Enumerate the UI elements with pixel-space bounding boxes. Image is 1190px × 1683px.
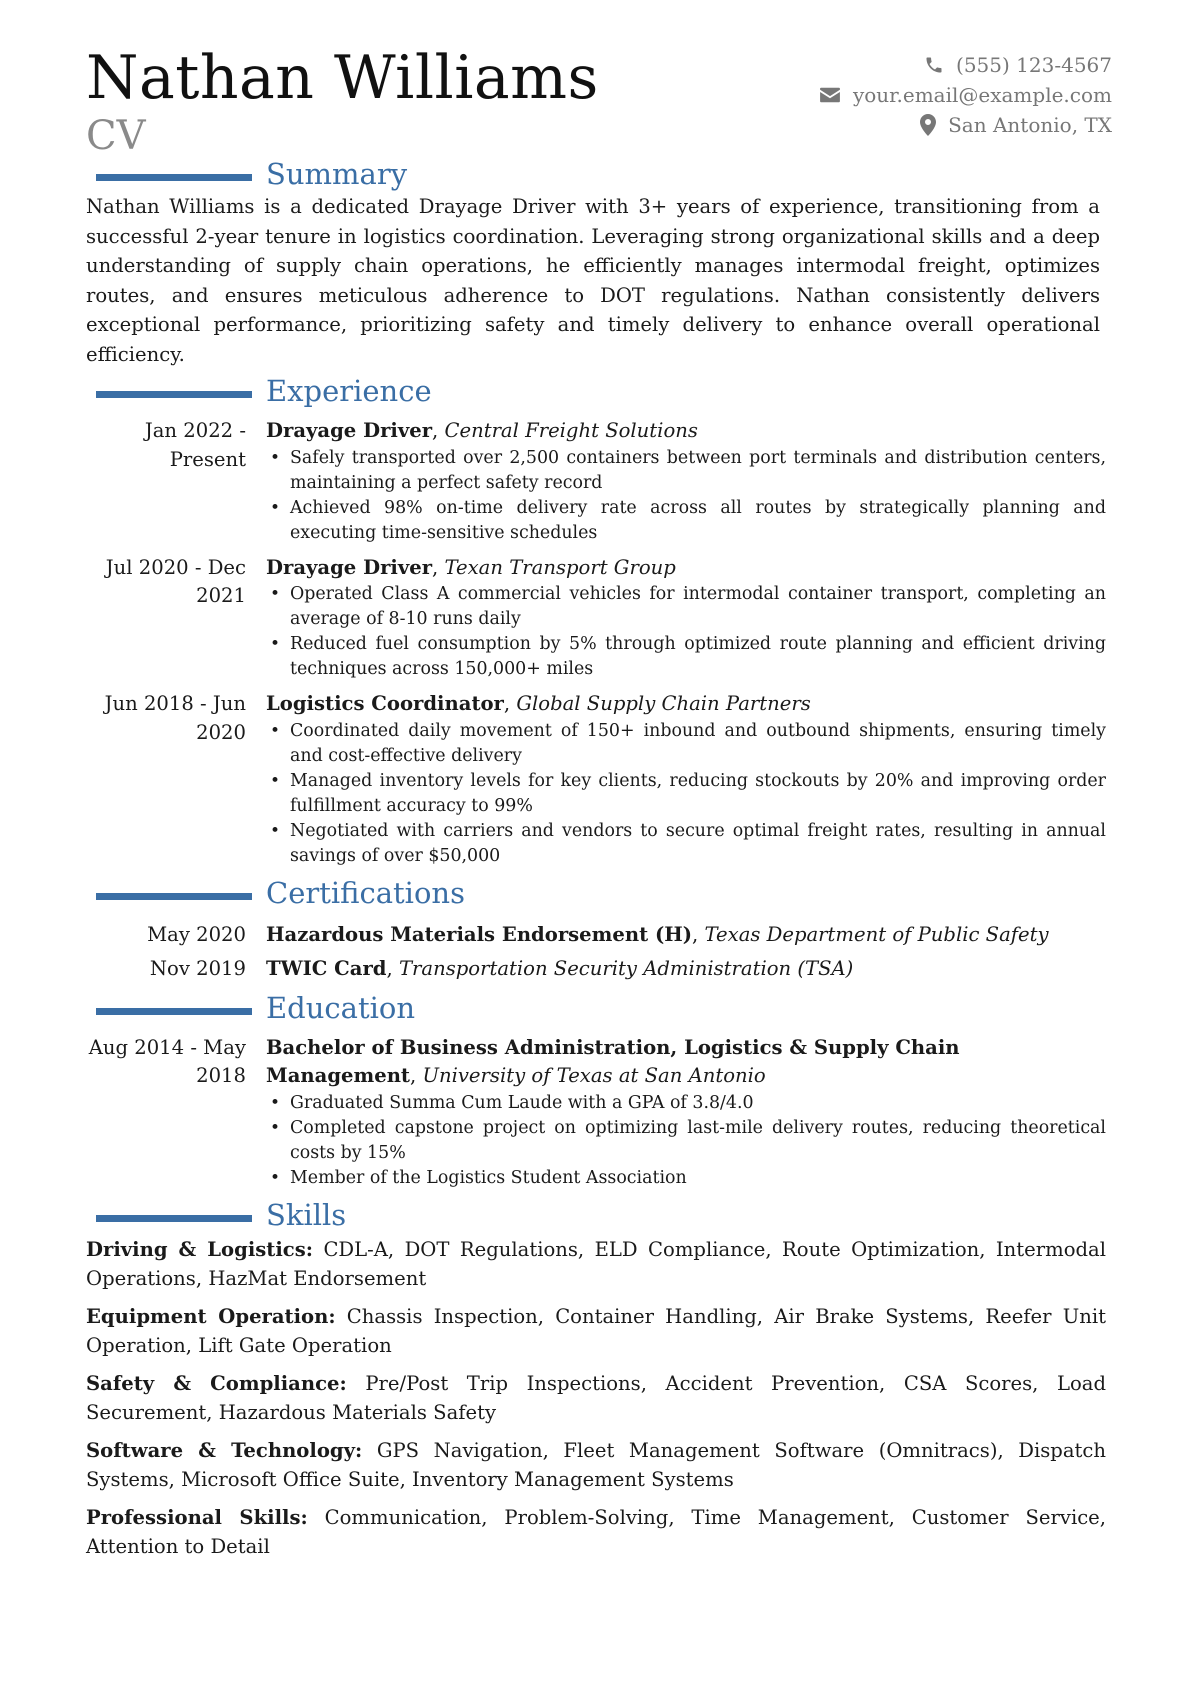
list-item: • Member of the Logistics Student Association bbox=[290, 1166, 1106, 1191]
list-item: • Negotiated with carriers and vendors to secure optimal freight rates, resulting in annual savings of over $50,000 bbox=[290, 819, 1106, 869]
job-title: Logistics Coordinator bbox=[266, 692, 504, 715]
skill-group-items: Communication, Problem-Solving, Time Management, Customer Service, Attention to Detail bbox=[86, 1505, 1107, 1558]
entry-body: Hazardous Materials Endorsement (H), Texas Department of Public Safety bbox=[266, 922, 1049, 946]
document-subtitle: CV bbox=[86, 113, 146, 159]
person-name: Nathan Williams bbox=[86, 43, 599, 113]
entry-body: Drayage Driver, Texan Transport Group • Operated Class A commercial vehicles for intermodal container transport, completing an average of 8-10 runs daily • Reduced fuel consumption by 5% through optimized route planning and efficient driving techniques across 150,000+ miles bbox=[266, 554, 1106, 683]
institution: University of Texas at San Antonio bbox=[422, 1064, 766, 1087]
section-accent-bar bbox=[96, 1215, 252, 1222]
education-entry bbox=[86, 1034, 1106, 1191]
section-accent-bar bbox=[96, 893, 252, 900]
education-list bbox=[86, 1034, 1106, 1191]
contact-phone-row bbox=[819, 50, 1112, 80]
skill-group-label: Professional Skills: bbox=[86, 1505, 308, 1529]
contact-email[interactable]: your.email@example.com bbox=[852, 83, 1112, 107]
entry-date: May 2020 bbox=[147, 922, 246, 946]
contact-phone[interactable]: (555) 123-4567 bbox=[956, 53, 1112, 77]
section-accent-bar bbox=[96, 1008, 252, 1015]
map-pin-icon bbox=[920, 114, 936, 136]
section-heading-education bbox=[86, 990, 1106, 1028]
entry-date: Nov 2019 bbox=[149, 957, 246, 980]
certification-entry bbox=[86, 955, 1106, 984]
skill-group-items: GPS Navigation, Fleet Management Software (Omnitracs), Dispatch Systems, Microsoft Office Suite, Inventory Management Systems bbox=[86, 1438, 1106, 1491]
certification-entry bbox=[86, 921, 1106, 950]
section-title: Education bbox=[266, 990, 416, 1025]
section-heading-skills bbox=[86, 1197, 1106, 1235]
bullet-list bbox=[266, 582, 1106, 682]
experience-list bbox=[86, 417, 1106, 869]
bullet-list bbox=[266, 1091, 1106, 1191]
skill-group-label: Safety & Compliance: bbox=[86, 1371, 347, 1395]
list-item: • Managed inventory levels for key clients, reducing stockouts by 20% and improving order fulfillment accuracy to 99% bbox=[290, 769, 1106, 819]
list-item: • Reduced fuel consumption by 5% through optimized route planning and efficient driving techniques across 150,000+ miles bbox=[290, 632, 1106, 682]
skill-group bbox=[86, 1436, 1106, 1495]
issuer: Texas Department of Public Safety bbox=[704, 922, 1049, 946]
experience-entry bbox=[86, 690, 1106, 869]
list-item: • Graduated Summa Cum Laude with a GPA of 3.8/4.0 bbox=[290, 1091, 1106, 1116]
issuer: Transportation Security Administration (TSA) bbox=[398, 957, 854, 980]
skill-group-label: Driving & Logistics: bbox=[86, 1237, 313, 1261]
envelope-icon bbox=[819, 86, 841, 104]
skill-group-label: Equipment Operation: bbox=[86, 1304, 336, 1328]
cv-header bbox=[86, 43, 1112, 159]
degree-title: Bachelor of Business Administration, Logistics & Supply Chain Management bbox=[266, 1035, 960, 1087]
section-heading-summary bbox=[86, 156, 1106, 194]
section-accent-bar bbox=[96, 174, 252, 181]
list-item: • Safely transported over 2,500 containers between port terminals and distribution centers, maintaining a perfect safety record bbox=[290, 446, 1106, 496]
phone-icon bbox=[924, 55, 944, 75]
entry-body: TWIC Card, Transportation Security Administration (TSA) bbox=[266, 957, 854, 980]
skill-group bbox=[86, 1369, 1106, 1428]
cv-page bbox=[86, 43, 1112, 1570]
section-title: Experience bbox=[266, 374, 432, 408]
skill-group bbox=[86, 1302, 1106, 1361]
entry-body: Drayage Driver, Central Freight Solutions • Safely transported over 2,500 containers between port terminals and distribution centers, maintaining a perfect safety record • Achieved 98% on-time delivery rate across all routes by strategically planning and executing time-sensitive schedules bbox=[266, 417, 1106, 546]
employer: Global Supply Chain Partners bbox=[516, 692, 811, 715]
skill-group-items: Chassis Inspection, Container Handling, Air Brake Systems, Reefer Unit Operation, Lift Gate Operation bbox=[86, 1304, 1106, 1357]
entry-date: Jun 2018 - Jun 2020 bbox=[104, 692, 246, 744]
skill-group-items: Pre/Post Trip Inspections, Accident Prevention, CSA Scores, Load Securement, Hazardous Materials Safety bbox=[86, 1371, 1106, 1424]
job-title: Drayage Driver bbox=[266, 555, 433, 579]
list-item: • Achieved 98% on-time delivery rate across all routes by strategically planning and executing time-sensitive schedules bbox=[290, 496, 1106, 546]
entry-body: Bachelor of Business Administration, Logistics & Supply Chain Management, University of Texas at San Antonio • Graduated Summa Cum Laude with a GPA of 3.8/4.0 • Completed capstone project on optimizing last-mile delivery routes, reducing theoretical costs by 15% • Member of the Logistics Student Association bbox=[266, 1034, 1106, 1191]
certifications-list bbox=[86, 921, 1106, 984]
list-item: • Completed capstone project on optimizing last-mile delivery routes, reducing theoretical costs by 15% bbox=[290, 1116, 1106, 1166]
skill-group-items: CDL-A, DOT Regulations, ELD Compliance, Route Optimization, Intermodal Operations, HazMat Endorsement bbox=[86, 1237, 1106, 1290]
employer: Central Freight Solutions bbox=[444, 419, 698, 442]
entry-date: Aug 2014 - May 2018 bbox=[88, 1035, 246, 1087]
list-item: • Coordinated daily movement of 150+ inbound and outbound shipments, ensuring timely and cost-effective delivery bbox=[290, 719, 1106, 769]
section-heading-experience bbox=[86, 373, 1106, 411]
contact-block bbox=[819, 50, 1112, 140]
skill-group bbox=[86, 1503, 1106, 1562]
skills-list bbox=[86, 1235, 1106, 1562]
job-title: Drayage Driver bbox=[266, 419, 433, 442]
section-title: Certifications bbox=[266, 875, 465, 910]
certification-title: TWIC Card bbox=[266, 957, 387, 980]
contact-location-row bbox=[819, 110, 1112, 140]
section-title: Skills bbox=[266, 1197, 347, 1232]
experience-entry bbox=[86, 554, 1106, 683]
bullet-list bbox=[266, 446, 1106, 546]
contact-email-row bbox=[819, 80, 1112, 110]
bullet-list bbox=[266, 719, 1106, 869]
entry-body: Logistics Coordinator, Global Supply Chain Partners • Coordinated daily movement of 150+ inbound and outbound shipments, ensuring timely and cost-effective delivery • Managed inventory levels for key clients, reducing stockouts by 20% and improving order fulfillment accuracy to 99% • Negotiated with carriers and vendors to secure optimal freight rates, resulting in annual savings of over $50,000 bbox=[266, 690, 1106, 869]
section-heading-certifications bbox=[86, 875, 1106, 913]
summary-text: Nathan Williams is a dedicated Drayage Driver with 3+ years of experience, transitioning from a successful 2-year tenure in logistics coordination. Leveraging strong organizational skills and a deep understanding of supply chain operations, he efficiently manages intermodal freight, optimizes routes, and ensures meticulous adherence to DOT regulations. Nathan consistently delivers exceptional performance, prioritizing safety and timely delivery to enhance overall operational efficiency. bbox=[86, 195, 1100, 366]
experience-entry bbox=[86, 417, 1106, 546]
section-accent-bar bbox=[96, 391, 252, 398]
section-title: Summary bbox=[266, 157, 408, 191]
list-item: • Operated Class A commercial vehicles for intermodal container transport, completing an average of 8-10 runs daily bbox=[290, 582, 1106, 632]
skill-group-label: Software & Technology: bbox=[86, 1438, 363, 1462]
certification-title: Hazardous Materials Endorsement (H) bbox=[266, 922, 693, 946]
entry-date: Jan 2022 - Present bbox=[144, 419, 246, 471]
skill-group bbox=[86, 1235, 1106, 1294]
contact-location: San Antonio, TX bbox=[948, 113, 1112, 137]
employer: Texan Transport Group bbox=[444, 555, 676, 579]
entry-date: Jul 2020 - Dec 2021 bbox=[105, 555, 246, 607]
